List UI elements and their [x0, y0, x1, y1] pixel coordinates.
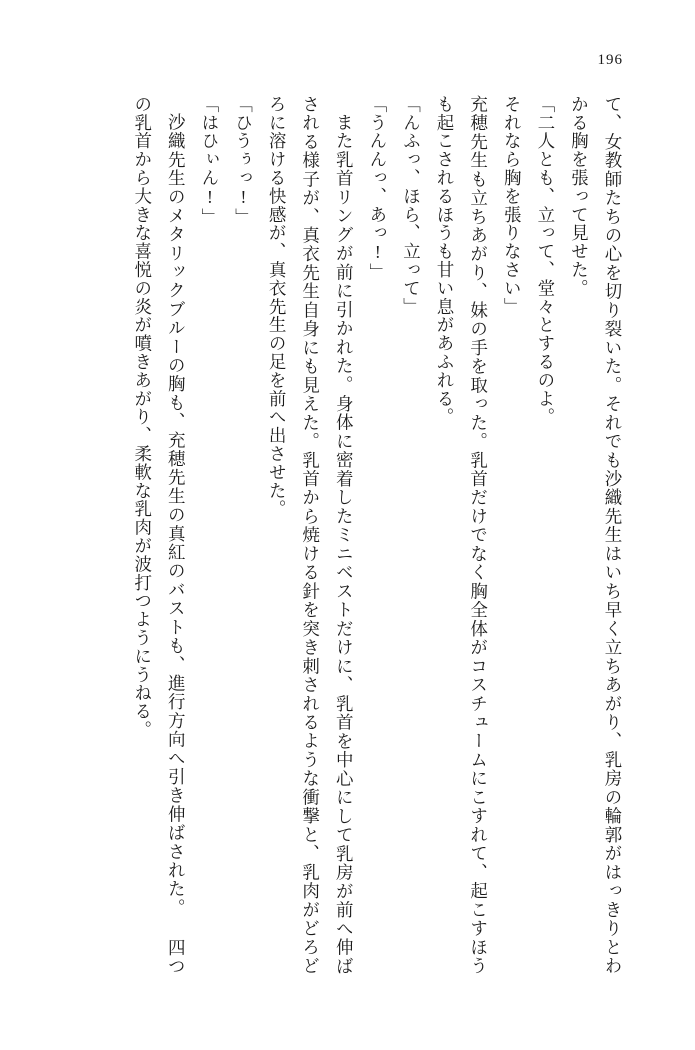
paragraph: 「ひうぅっ!」: [233, 95, 254, 227]
paragraph: 沙織先生のメタリックブルーの胸も、充穂先生の真紅のバストも、進行方向へ引き伸ばされた。 四つの乳首から大きな喜悦の炎が噴きあがり、柔軟な乳肉が波打つようにうねる。: [132, 95, 187, 975]
page-body-text: [62, 95, 629, 975]
paragraph: て、女教師たちの心を切り裂いた。それでも沙織先生はいち早く立ちあがり、乳房の輪郭がはっきりとわかる胸を張って見せた。: [569, 95, 623, 975]
paragraph: 「んふっ、ほら、立って」: [401, 95, 422, 316]
paragraph: また乳首リングが前に引かれた。身体に密着したミニベストだけに、乳首を中心にして乳房が前へ伸ばされる様子が、真衣先生自身にも見えた。乳首から焼ける針を突き刺されるような衝撃と、乳肉がどろどろに溶ける快感が、真衣先生の足を前へ出させた。: [267, 95, 355, 975]
paragraph: 「はひぃん!」: [199, 95, 220, 227]
paragraph: 「うんんっ、あっ!」: [367, 95, 388, 282]
paragraph: 充穂先生も立ちあがり、妹の手を取った。乳首だけでなく胸全体がコスチュームにこすれて、起こすほうも起こされるほうも甘い息があふれる。: [435, 95, 489, 975]
paragraph: 「二人とも、立って、堂々とするのよ。: [535, 95, 556, 427]
page-number: 196: [597, 52, 623, 68]
paragraph: それなら胸を張りなさい」: [502, 95, 523, 316]
